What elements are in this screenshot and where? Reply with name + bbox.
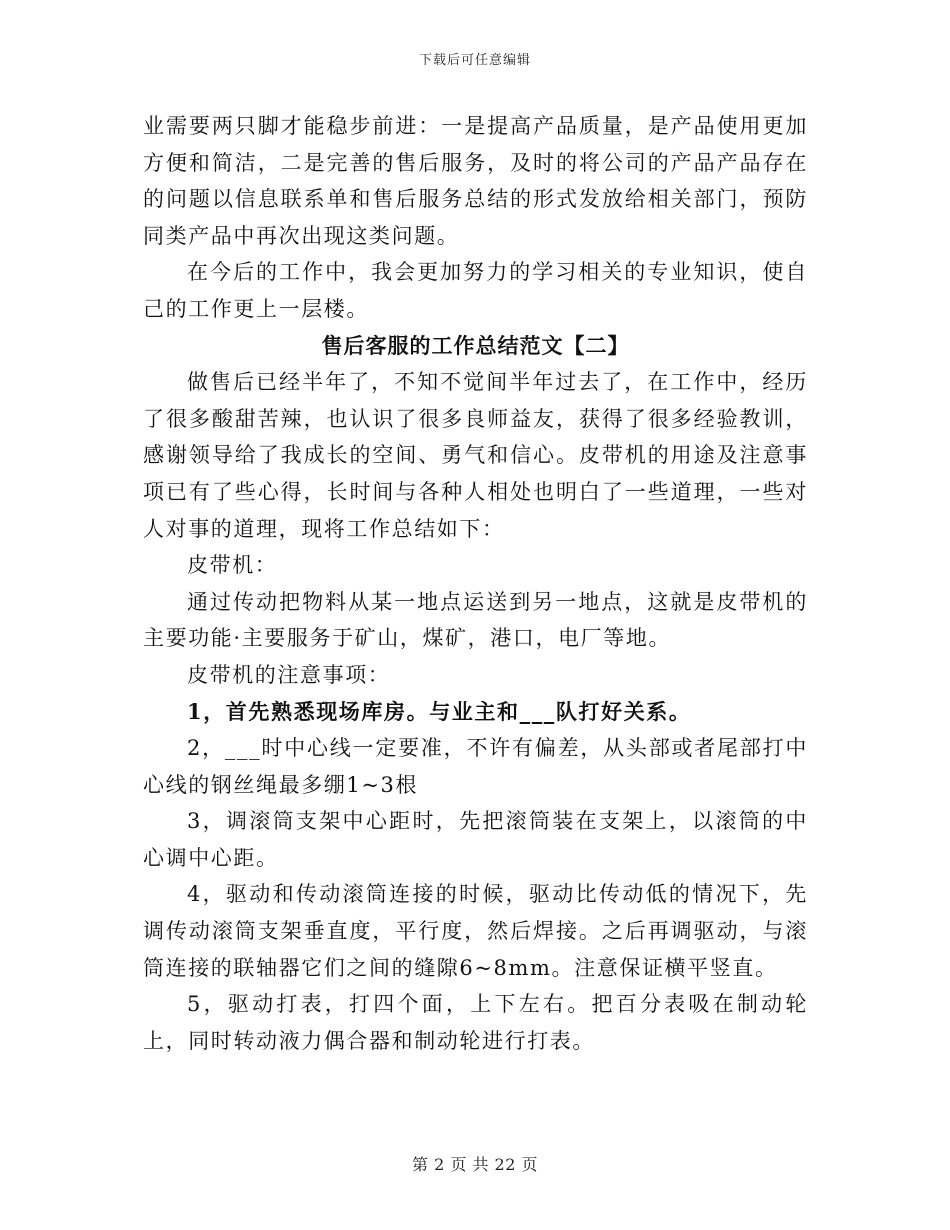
list-item-5: 5，驱动打表，打四个面，上下左右。把百分表吸在制动轮上，同时转动液力偶合器和制动轮进行打表。 bbox=[143, 992, 808, 1053]
list-item-4: 4，驱动和传动滚筒连接的时候，驱动比传动低的情况下，先调传动滚筒支架垂直度，平行度，然后焊接。之后再调驱动，与滚筒连接的联轴器它们之间的缝隙6~8mm。注意保证横平竖直。 bbox=[143, 882, 808, 980]
page-header: 下载后可任意编辑 bbox=[418, 53, 531, 68]
list-item-2: 2，___时中心线一定要准，不许有偏差，从头部或者尾部打中心线的钢丝绳最多绷1~3根 bbox=[143, 736, 808, 797]
section-heading: 售后客服的工作总结范文【二】 bbox=[321, 332, 630, 358]
document-body bbox=[143, 108, 808, 1059]
paragraph-belt-machine-function: 通过传动把物料从某一地点运送到另一地点，这就是皮带机的主要功能·主要服务于矿山，煤矿，港口，电厂等地。 bbox=[143, 589, 808, 651]
page-number: 第 2 页 共 22 页 bbox=[412, 1155, 538, 1174]
paragraph-notes-label: 皮带机的注意事项： bbox=[187, 662, 391, 687]
paragraph-future-work: 在今后的工作中，我会更加努力的学习相关的专业知识，使自己的工作更上一层楼。 bbox=[143, 260, 808, 321]
list-item-3: 3，调滚筒支架中心距时，先把滚筒装在支架上，以滚筒的中心调中心距。 bbox=[143, 809, 808, 870]
paragraph-intro: 做售后已经半年了，不知不觉间半年过去了，在工作中，经历了很多酸甜苦辣，也认识了很多良师益友，获得了很多经验教训，感谢领导给了我成长的空间、勇气和信心。皮带机的用途及注意事项已有了些心得，长时间与各种人相处也明白了一些道理，一些对人对事的道理，现将工作总结如下： bbox=[143, 370, 808, 541]
paragraph-belt-machine-label: 皮带机： bbox=[187, 553, 278, 578]
paragraph-continuation: 业需要两只脚才能稳步前进：一是提高产品质量，是产品使用更加方便和简洁，二是完善的售后服务，及时的将公司的产品产品存在的问题以信息联系单和售后服务总结的形式发放给相关部门，预防同类产品中再次出现这类问题。 bbox=[143, 114, 808, 248]
list-item-1: 1，首先熟悉现场库房。与业主和___队打好关系。 bbox=[187, 698, 692, 724]
